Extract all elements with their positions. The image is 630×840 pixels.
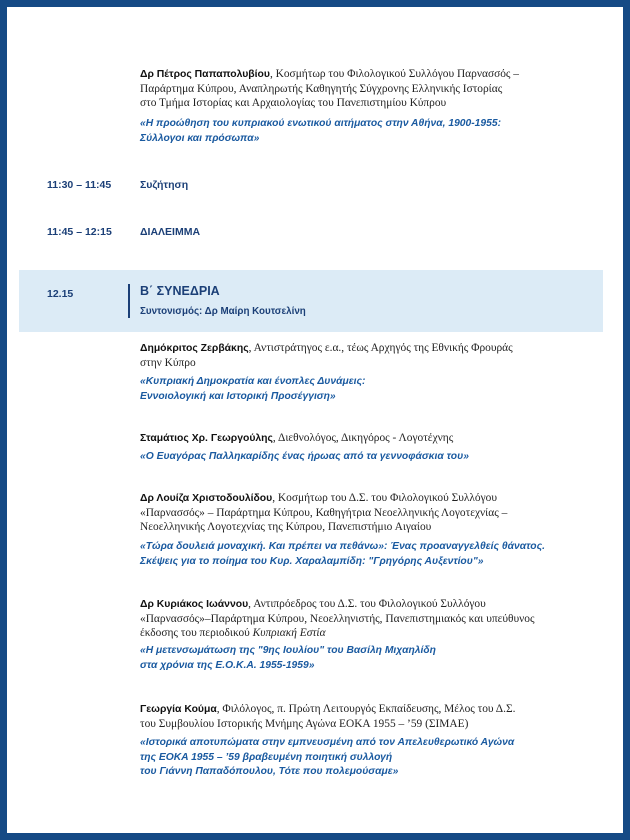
- speaker-name: Δημόκριτος Ζερβάκης: [140, 343, 249, 354]
- speaker-zervakis: Δημόκριτος Ζερβάκης, Αντιστράτηγος ε.α., τέως Αρχηγός της Εθνικής Φρουράς στην Κύπρο: [140, 342, 513, 369]
- talk-title: «Ο Ευαγόρας Παλληκαρίδης ένας ήρωας από τα γεννοφάσκια του»: [140, 451, 469, 462]
- session-time: 12.15: [47, 288, 74, 300]
- talk-title: «Τώρα δουλειά μοναχική. Και πρέπει να πεθάνω»: Ένας προαναγγελθείς θάνατος. Σκέψεις για το ποίημα του Κυρ. Χαραλαμπίδη: "Γρηγόρης Αυξεντίου"»: [140, 541, 545, 567]
- talk-title: «Η μετενσωμάτωση της "9ης Ιουλίου" του Βασίλη Μιχαηλίδη στα χρόνια της Ε.Ο.Κ.Α. 1955-1959»: [140, 645, 436, 671]
- break-time: 11:45 – 12:15: [47, 226, 112, 238]
- speaker-christodoulidou: Δρ Λουίζα Χριστοδουλίδου, Κοσμήτωρ του Δ.Σ. του Φιλολογικού Συλλόγου «Παρνασσός» – Παράρτημα Κύπρου, Καθηγήτρια Νεοελληνικής Λογοτεχνίας – Νεοελληνικής Λογοτεχνίας της Κύπρου, Πανεπιστήμιο Αιγαίου: [140, 492, 508, 533]
- speaker-papapolyviou: [140, 67, 590, 110]
- session-chair: Συντονισμός: Δρ Μαίρη Κουτσελίνη: [140, 306, 306, 317]
- session-divider: [128, 284, 130, 318]
- speaker-affiliation: Παράρτημα Κύπρου, Αναπληρωτής Καθηγητής Σύγχρονης Ελληνικής Ιστορίας: [140, 83, 503, 95]
- speaker-kouma: Γεωργία Κούμα, Φιλόλογος, π. Πρώτη Λειτουργός Εκπαίδευσης, Μέλος του Δ.Σ. του Συμβουλίου Ιστορικής Μνήμης Αγώνα ΕΟΚΑ 1955 – ’59 (ΣΙΜΑΕ): [140, 703, 516, 730]
- talk-title: «Κυπριακή Δημοκρατία και ένοπλες Δυνάμεις: Εννοιολογική και Ιστορική Προσέγγιση»: [140, 376, 366, 402]
- speaker-name: Δρ Λουίζα Χριστοδουλίδου: [140, 493, 273, 504]
- speaker-name: Γεωργία Κούμα: [140, 704, 217, 715]
- talk-title: «Ιστορικά αποτυπώματα στην εμπνευσμένη από τον Απελευθερωτικό Αγώνα της ΕΟΚΑ 1955 – ’59 βραβευμένη ποιητική συλλογή του Γιάννη Παπαδόπουλου, Τότε που πολεμούσαμε»: [140, 737, 515, 777]
- discussion-time: 11:30 – 11:45: [47, 179, 112, 191]
- speaker-name: Σταμάτιος Χρ. Γεωργούλης: [140, 433, 273, 444]
- program-page: [19, 20, 603, 818]
- speaker-ioannou: Δρ Κυριάκος Ιωάννου, Αντιπρόεδρος του Δ.Σ. του Φιλολογικού Συλλόγου «Παρνασσός»–Παράρτημα Κύπρου, Νεοελληνιστής, Πανεπιστημιακός και υπεύθυνος έκδοσης του περιοδικού Κυπριακή Εστία: [140, 598, 535, 639]
- talk-title: «Η προώθηση του κυπριακού ενωτικού αιτήματος στην Αθήνα, 1900-1955: Σύλλογοι και πρόσωπα»: [140, 118, 502, 144]
- session-title: Β΄ ΣΥΝΕΔΡΙΑ: [140, 284, 220, 298]
- speaker-name: Δρ Πέτρος Παπαπολυβίου: [140, 69, 270, 80]
- speaker-affiliation: , Κοσμήτωρ του Φιλολογικού Συλλόγου Παρνασσός –: [269, 68, 519, 80]
- speaker-name: Δρ Κυριάκος Ιωάννου: [140, 599, 249, 610]
- speaker-affiliation: στο Τμήμα Ιστορίας και Αρχαιολογίας του Πανεπιστημίου Κύπρου: [140, 97, 447, 109]
- session-band: [19, 270, 603, 332]
- journal-title: Κυπριακή Εστία: [252, 627, 326, 639]
- discussion-label: Συζήτηση: [140, 179, 189, 191]
- speaker-georgoulis: Σταμάτιος Χρ. Γεωργούλης, Διεθνολόγος, Δικηγόρος - Λογοτέχνης: [140, 432, 454, 444]
- break-label: ΔΙΑΛΕΙΜΜΑ: [140, 226, 201, 238]
